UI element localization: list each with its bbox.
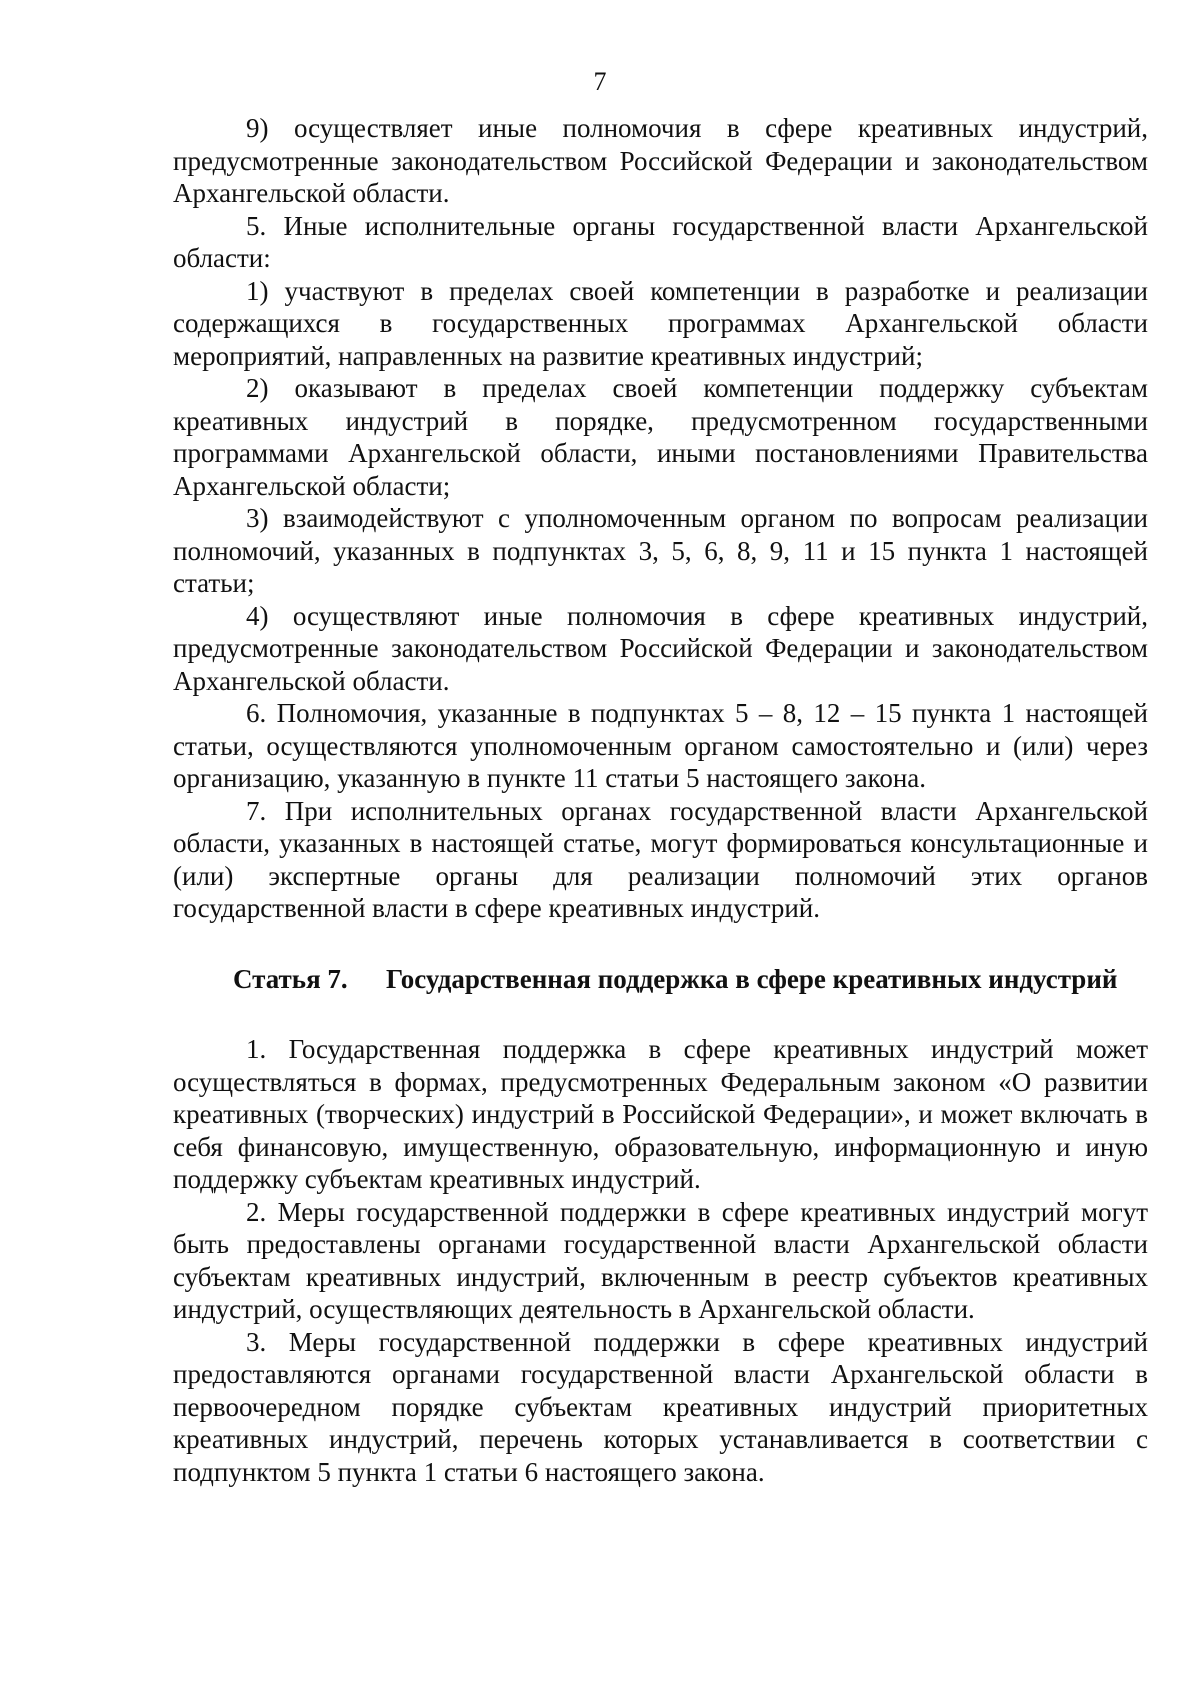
paragraph-item-2: 2) оказывают в пределах своей компетенции поддержку субъектам креативных индустрий в порядке, предусмотренном государственными программами Архангельской области, иными постановлениями Правительства Архангельской области; — [173, 373, 1148, 501]
paragraph-item-9: 9) осуществляет иные полномочия в сфере креативных индустрий, предусмотренные законодательством Российской Федерации и законодательством Архангельской области. — [173, 113, 1148, 208]
paragraph-item-1: 1) участвуют в пределах своей компетенции в разработке и реализации содержащихся в государственных программах Архангельской области мероприятий, направленных на развитие креативных индустрий; — [173, 275, 1148, 371]
paragraph-item-3: 3) взаимодействуют с уполномоченным органом по вопросам реализации полномочий, указанных в подпунктах 3, 5, 6, 8, 9, 11 и 15 пункта 1 настоящей статьи; — [173, 503, 1148, 598]
paragraph-support-1: 1. Государственная поддержка в сфере креативных индустрий может осуществляться в формах, предусмотренных Федеральным законом «О развитии креативных (творческих) индустрий в Российской Федерации», и может включать в себя финансовую, имущественную, образовательную, информационную и иную поддержку субъектам креативных индустрий. — [173, 1034, 1148, 1194]
paragraph-item-4: 4) осуществляют иные полномочия в сфере креативных индустрий, предусмотренные законодательством Российской Федерации и законодательством Архангельской области. — [173, 600, 1148, 696]
article-title: Государственная поддержка в сфере креативных индустрий — [386, 963, 1118, 994]
paragraph-point-5: 5. Иные исполнительные органы государственной власти Архангельской области: — [173, 210, 1148, 273]
page-number: 7 — [593, 67, 607, 96]
article-number: Статья 7. — [233, 963, 348, 994]
article-heading — [233, 963, 1148, 996]
paragraph-support-3: 3. Меры государственной поддержки в сфере креативных индустрий предоставляются органами государственной власти Архангельской области в первоочередном порядке субъектам креативных индустрий приоритетных креативных индустрий, перечень которых устанавливается в соответствии с подпунктом 5 пункта 1 статьи 6 настоящего закона. — [173, 1326, 1148, 1487]
paragraph-point-6: 6. Полномочия, указанные в подпунктах 5 – 8, 12 – 15 пункта 1 настоящей статьи, осуществляются уполномоченным органом самостоятельно и (или) через организацию, указанную в пункте 11 статьи 5 настоящего закона. — [173, 698, 1148, 793]
paragraph-point-7: 7. При исполнительных органах государственной власти Архангельской области, указанных в настоящей статье, могут формироваться консультационные и (или) экспертные органы для реализации полномочий этих органов государственной власти в сфере креативных индустрий. — [173, 795, 1148, 923]
paragraph-support-2: 2. Меры государственной поддержки в сфере креативных индустрий могут быть предоставлены органами государственной власти Архангельской области субъектам креативных индустрий, включенным в реестр субъектов креативных индустрий, осуществляющих деятельность в Архангельской области. — [173, 1196, 1148, 1324]
document-body — [173, 112, 1148, 1488]
